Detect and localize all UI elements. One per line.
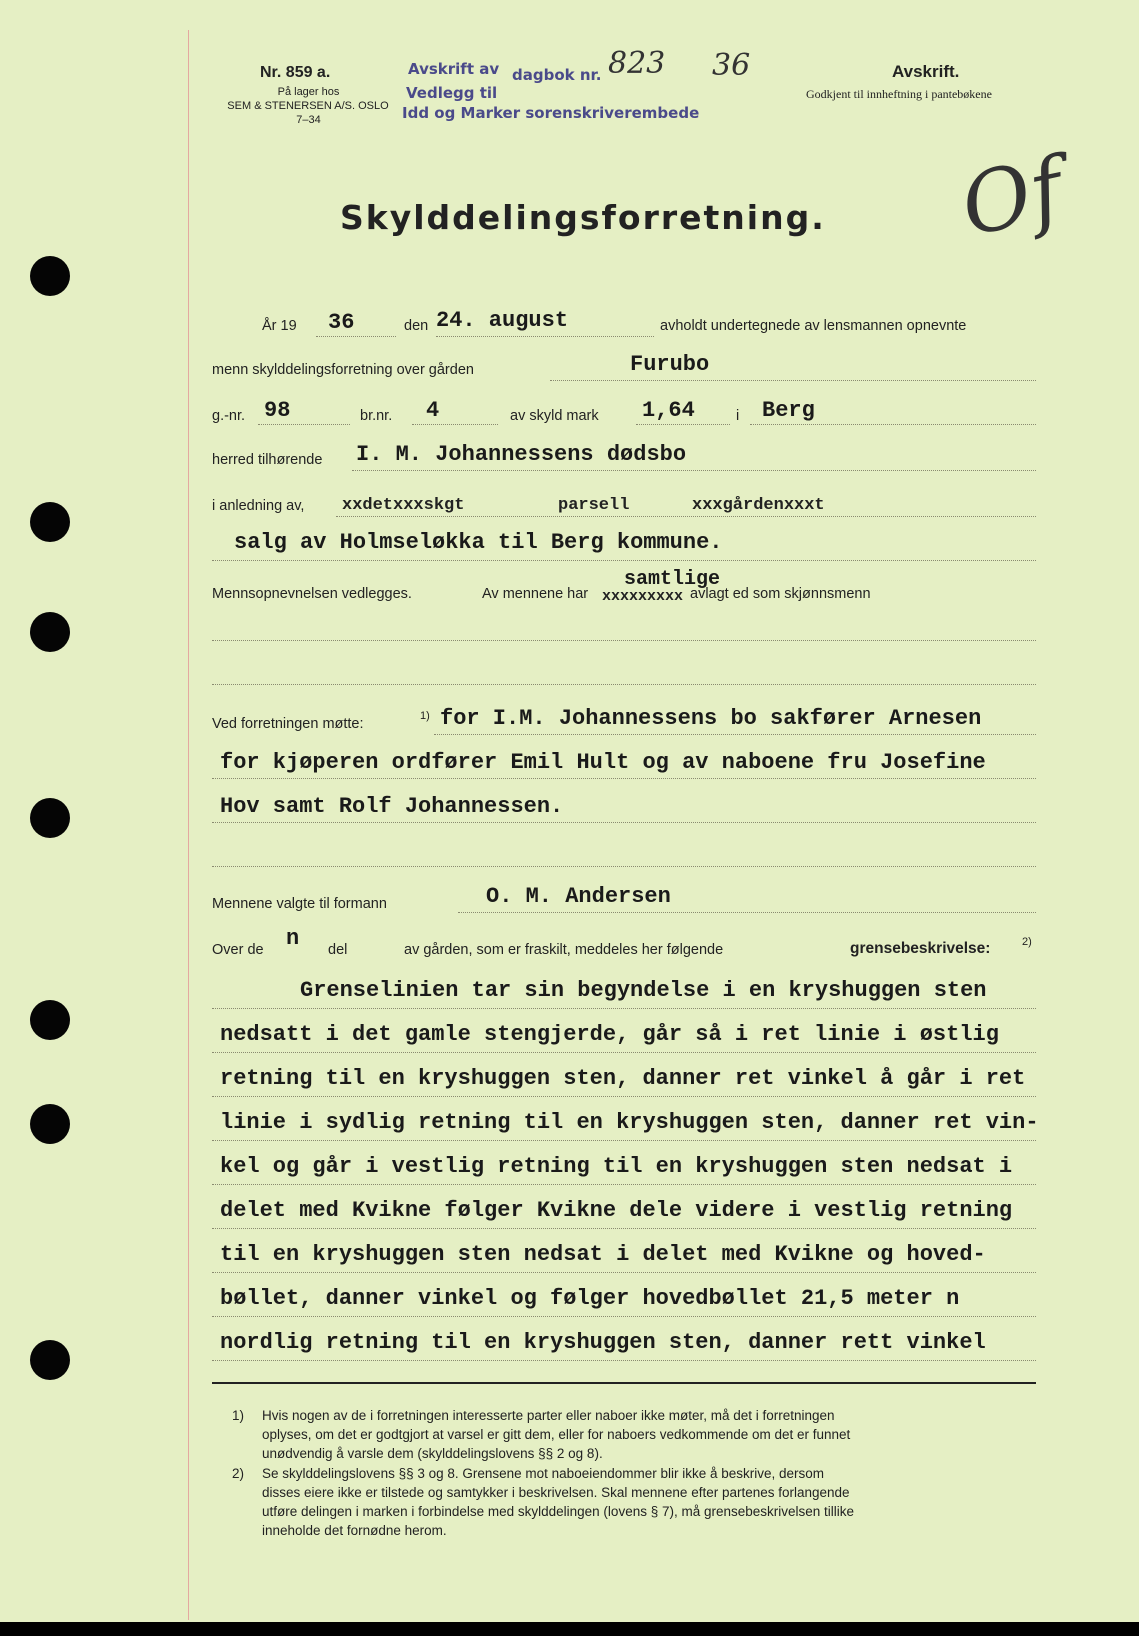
boundary-line: til en kryshuggen sten nedsat i delet med Kvikne og hoved- <box>220 1242 986 1267</box>
stamp-vedlegg: Vedlegg til <box>406 84 498 102</box>
struck-option-3: xxxgårdenxxxt <box>692 496 825 515</box>
attendance-line: Hov samt Rolf Johannessen. <box>220 794 564 819</box>
part-insert: n <box>286 926 300 951</box>
punch-hole <box>30 798 70 838</box>
boundary-line: linie i sydlig retning til en kryshuggen sten, danner ret vin- <box>220 1110 1039 1135</box>
bnr-value: 4 <box>426 398 440 423</box>
punch-hole <box>30 1104 70 1144</box>
footnote-2-line: Se skylddelingslovens §§ 3 og 8. Grensene mot naboeiendommer blir ikke å beskrive, dersom <box>262 1466 825 1481</box>
punch-hole <box>30 256 70 296</box>
bnr-label: br.nr. <box>360 408 393 424</box>
boundary-line: kel og går i vestlig retning til en kryshuggen sten nedsat i <box>220 1154 1013 1179</box>
date-label: den <box>404 318 429 334</box>
struck-word: xxxxxxxxx <box>602 588 684 605</box>
footnote-1-ref: 1) <box>232 1408 245 1423</box>
stamp-embede: Idd og Marker sorenskriverembede <box>402 104 700 122</box>
avskrift-title: Avskrift. <box>892 62 960 81</box>
margin-rule <box>188 30 189 1620</box>
footnote-2-line: inneholde det fornødne herom. <box>262 1523 447 1538</box>
owner-label: herred tilhørende <box>212 452 323 468</box>
farm-name: Furubo <box>630 352 710 377</box>
footnote-ref: 1) <box>420 710 430 722</box>
boundary-line: nordlig retning til en kryshuggen sten, danner rett vinkel <box>220 1330 986 1355</box>
punch-hole <box>30 612 70 652</box>
boundary-line: Grenselinien tar sin begyndelse i en kryshuggen sten <box>300 978 987 1003</box>
struck-option-1: xxdetxxxskgt <box>342 496 465 515</box>
appointment-label: Mennsopnevnelsen vedlegges. <box>212 586 412 602</box>
boundary-line: delet med Kvikne følger Kvikne dele videre i vestlig retning <box>220 1198 1013 1223</box>
punch-hole <box>30 1340 70 1380</box>
handwritten-initials: Of <box>952 138 1072 256</box>
gnr-label: g.-nr. <box>212 408 246 424</box>
footnote-2-line: utføre delingen i marken i forbindelse med skylddelingen (lovens § 7), må grensebeskrivelsen tillike <box>262 1504 855 1519</box>
skyld-value: 1,64 <box>642 398 695 423</box>
stamp-dagbok: dagbok nr. <box>512 66 602 84</box>
attendance-line: for kjøperen ordfører Emil Hult og av naboene fru Josefine <box>220 750 986 775</box>
boundary-line: retning til en kryshuggen sten, danner ret vinkel å går i ret <box>220 1066 1026 1091</box>
inserted-word: samtlige <box>624 568 721 591</box>
footnote-ref: 2) <box>1022 936 1032 948</box>
footnote-rule <box>212 1382 1036 1384</box>
punch-hole <box>30 502 70 542</box>
dagbok-number: 823 <box>608 46 666 81</box>
occasion-label: i anledning av, <box>212 498 305 514</box>
dagbok-year: 36 <box>712 48 751 83</box>
owner-value: I. M. Johannessens dødsbo <box>356 442 687 467</box>
punch-hole <box>30 1000 70 1040</box>
occasion-text: salg av Holmseløkka til Berg kommune. <box>234 530 723 555</box>
farm-label: menn skylddelingsforretning over gården <box>212 362 474 378</box>
attendance-label: Ved forretningen møtte: <box>212 716 364 732</box>
year-value: 36 <box>328 310 355 335</box>
stamp-avskrift: Avskrift av <box>408 60 500 78</box>
i-label: i <box>736 408 740 424</box>
printer-name: SEM & STENERSEN A/S. OSLO <box>227 100 389 112</box>
chairman-name: O. M. Andersen <box>486 884 671 909</box>
of-men-label: Av mennene har <box>482 586 589 602</box>
printer-date: 7–34 <box>296 114 321 126</box>
year-label: År 19 <box>262 318 297 334</box>
footnote-1-line: Hvis nogen av de i forretningen interesserte parter eller naboer ikke møter, må det i forretningen <box>262 1408 835 1423</box>
footnote-1-line: oplyses, om det er godtgjort at varsel er gitt dem, eller for naboers vedkommende om det er funnet <box>262 1427 851 1442</box>
boundary-heading: grensebeskrivelse: <box>850 940 991 957</box>
footnote-1-line: unødvendig å varsle dem (skylddelingslovens §§ 2 og 8). <box>262 1446 603 1461</box>
skyld-label: av skyld mark <box>510 408 599 424</box>
date-value: 24. august <box>436 308 569 333</box>
part-del-label: del <box>328 942 348 958</box>
chairman-label: Mennene valgte til formann <box>212 896 387 912</box>
document-title: Skylddelingsforretning. <box>340 198 826 237</box>
part-label: Over de <box>212 942 264 958</box>
gnr-value: 98 <box>264 398 291 423</box>
footnote-2-line: disses eiere ikke er tilstede og samtykker i beskrivelsen. Skal mennene efter partenes forlangende <box>262 1485 850 1500</box>
avskrift-subtitle: Godkjent til innheftning i pantebøkene <box>806 87 992 101</box>
oath-label: avlagt ed som skjønnsmenn <box>690 586 871 602</box>
attendance-line: for I.M. Johannessens bo sakfører Arnesen <box>440 706 982 731</box>
part-rest-label: av gården, som er fraskilt, meddeles her følgende <box>404 942 724 958</box>
form-number: Nr. 859 a. <box>260 64 331 81</box>
printer-line: På lager hos <box>277 86 340 98</box>
boundary-line: bøllet, danner vinkel og følger hovedbøllet 21,5 meter n <box>220 1286 960 1311</box>
line1-rest: avholdt undertegnede av lensmannen opnevnte <box>660 318 967 334</box>
boundary-line: nedsatt i det gamle stengjerde, går så i ret linie i østlig <box>220 1022 999 1047</box>
herred-value: Berg <box>762 398 815 423</box>
struck-option-2: parsell <box>558 496 630 515</box>
footnote-2-ref: 2) <box>232 1466 245 1481</box>
